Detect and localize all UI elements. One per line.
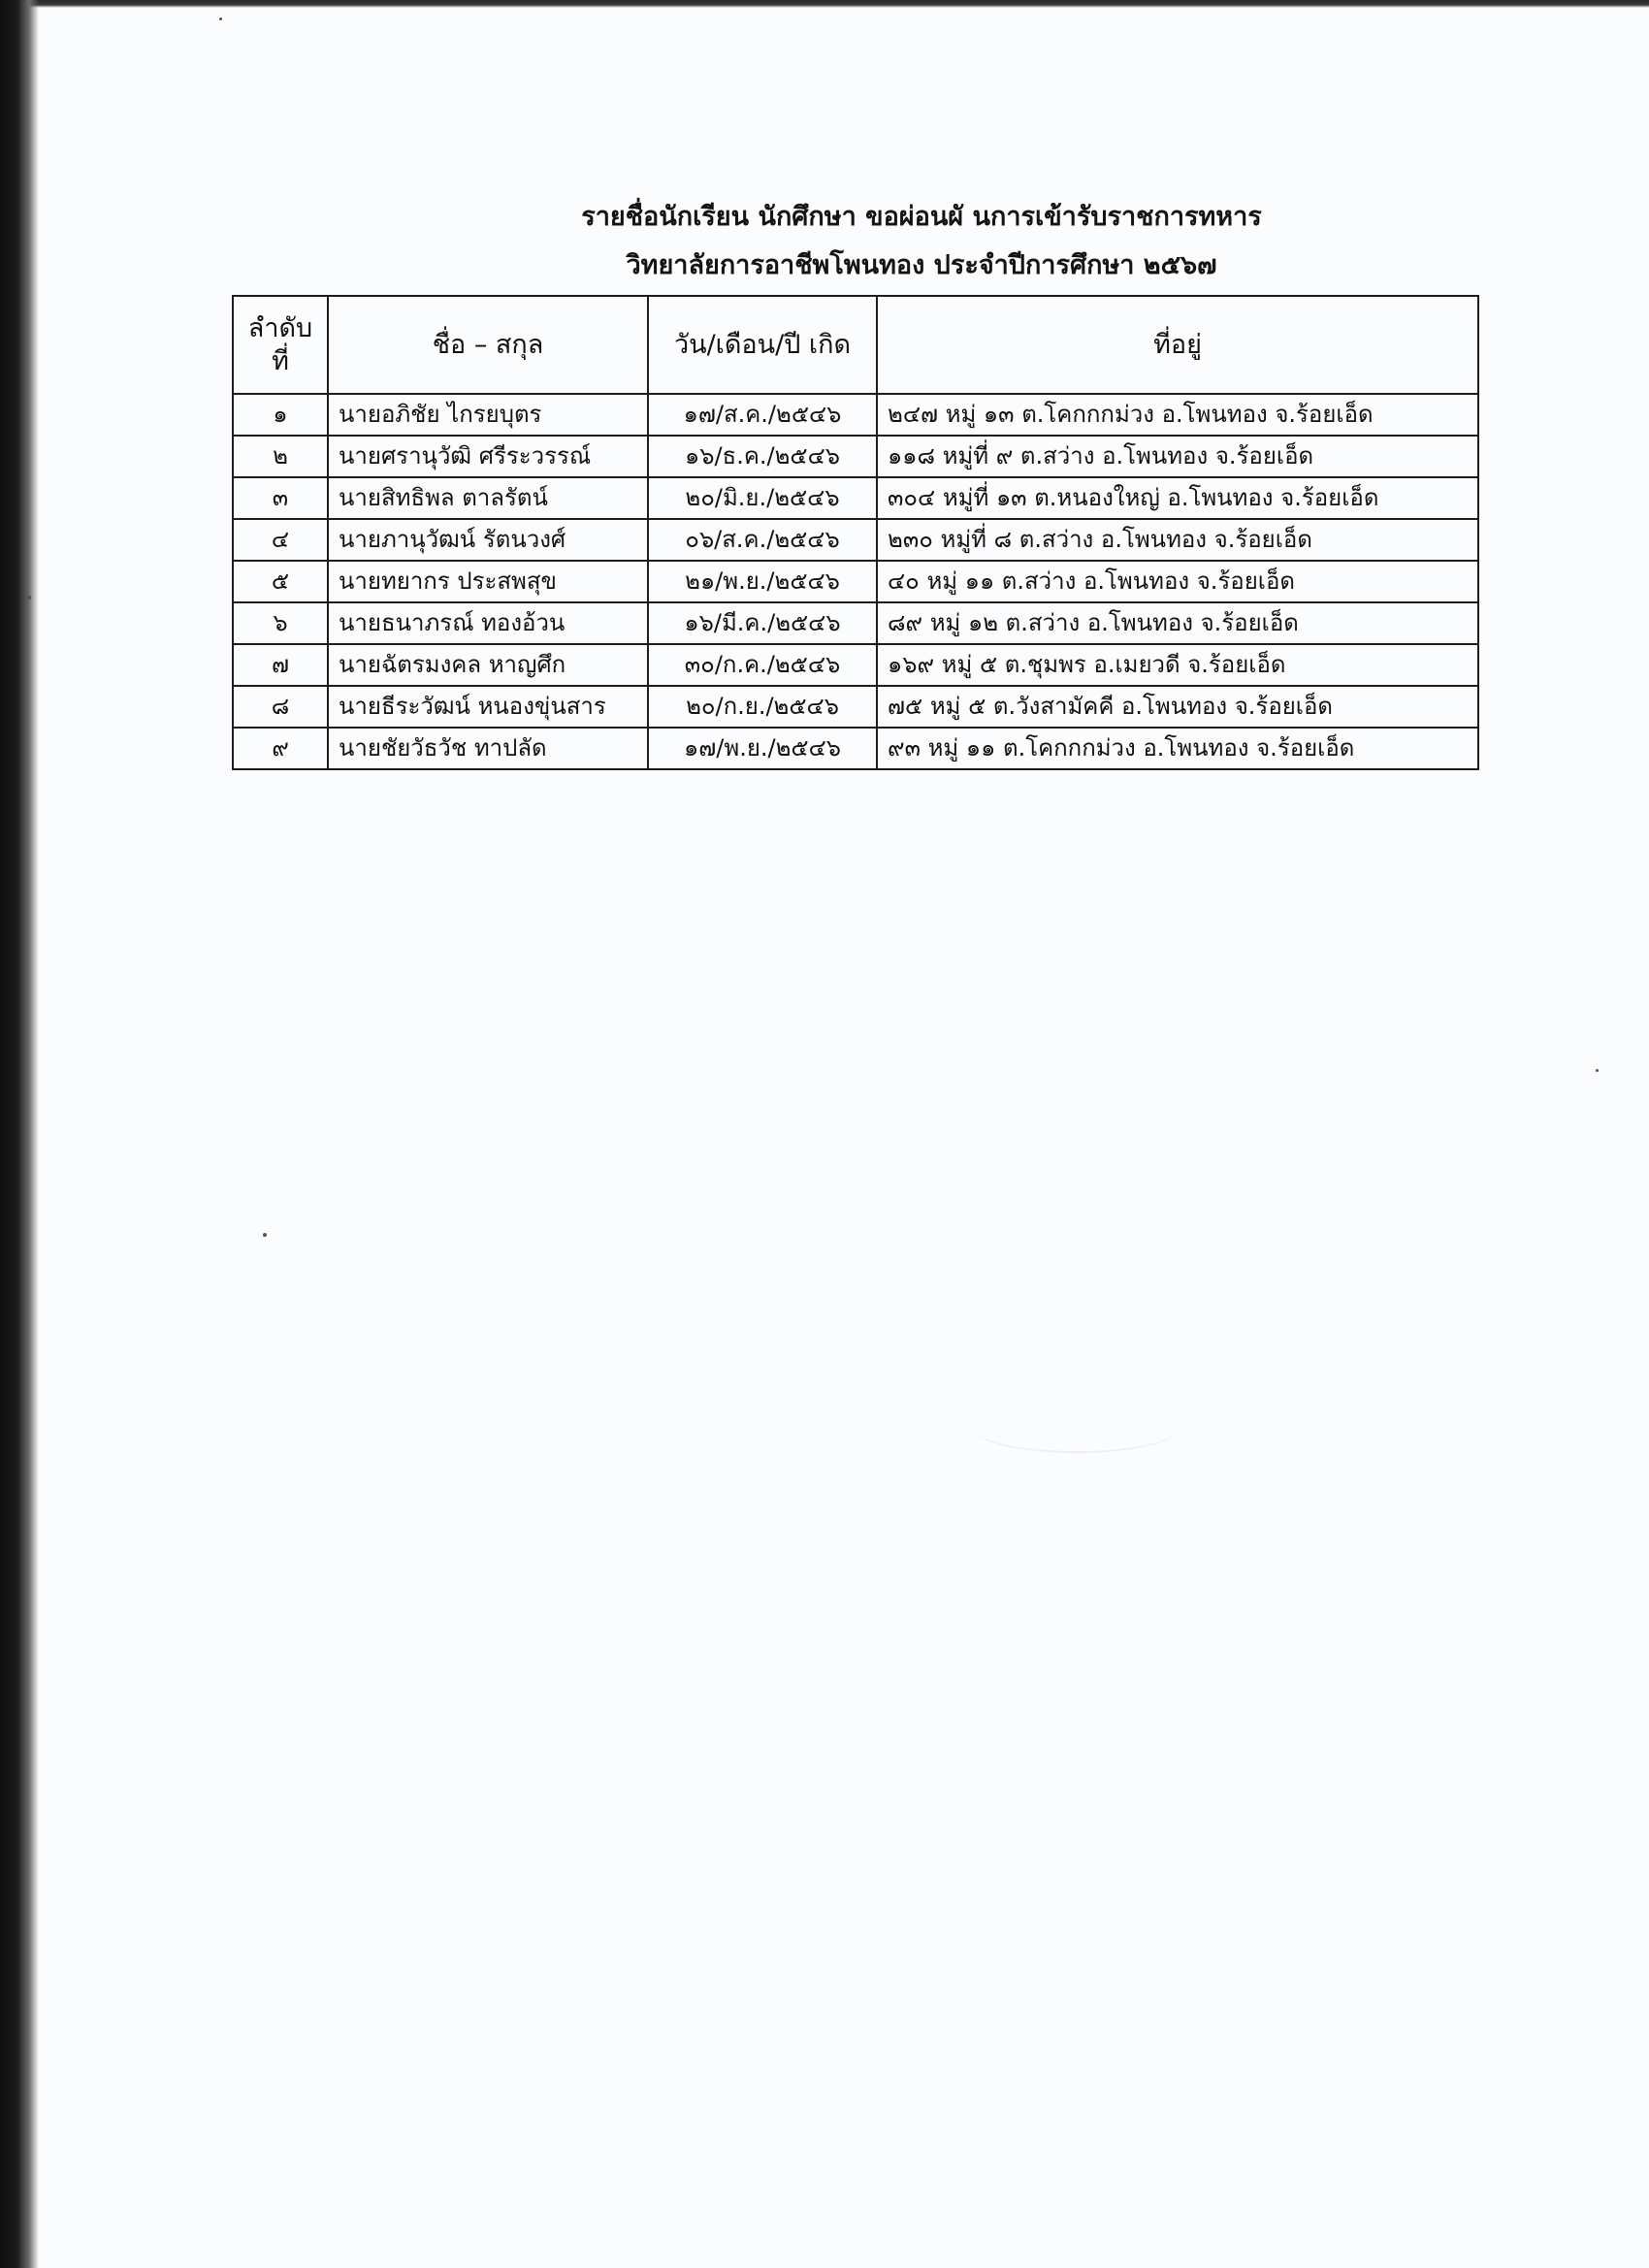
cell-order: ๒ (233, 436, 328, 477)
cell-address: ๘๙ หมู่ ๑๒ ต.สว่าง อ.โพนทอง จ.ร้อยเอ็ด (877, 602, 1478, 644)
cell-name: นายธนาภรณ์ ทองอ้วน (328, 602, 648, 644)
table-row (233, 519, 1478, 561)
cell-name: นายทยากร ประสพสุข (328, 561, 648, 602)
scan-speck (219, 17, 222, 20)
cell-name: นายสิทธิพล ตาลรัตน์ (328, 477, 648, 519)
document-title: รายชื่อนักเรียน นักศึกษา ขอผ่อนผั นการเข้ารับราชการทหาร (581, 202, 1262, 232)
table-row (233, 602, 1478, 644)
header-dob: วัน/เดือน/ปี เกิด (648, 296, 877, 394)
cell-address: ๔๐ หมู่ ๑๑ ต.สว่าง อ.โพนทอง จ.ร้อยเอ็ด (877, 561, 1478, 602)
cell-dob: ๑๗/ส.ค./๒๕๔๖ (648, 394, 877, 436)
student-roster-table (232, 295, 1479, 770)
document-subtitle: วิทยาลัยการอาชีพโพนทอง ประจำปีการศึกษา ๒๕๖๗ (626, 250, 1217, 280)
cell-name: นายศรานุวัฒิ ศรีระวรรณ์ (328, 436, 648, 477)
cell-name: นายชัยวัธวัช ทาปลัด (328, 728, 648, 769)
cell-address: ๒๔๗ หมู่ ๑๓ ต.โคกกกม่วง อ.โพนทอง จ.ร้อยเอ็ด (877, 394, 1478, 436)
cell-address: ๒๓๐ หมู่ที่ ๘ ต.สว่าง อ.โพนทอง จ.ร้อยเอ็ด (877, 519, 1478, 561)
table-row (233, 561, 1478, 602)
scan-speck (27, 596, 31, 599)
cell-name: นายอภิชัย ไกรยบุตร (328, 394, 648, 436)
cell-address: ๑๑๘ หมู่ที่ ๙ ต.สว่าง อ.โพนทอง จ.ร้อยเอ็ด (877, 436, 1478, 477)
cell-dob: ๒๐/ก.ย./๒๕๔๖ (648, 686, 877, 728)
cell-order: ๕ (233, 561, 328, 602)
table-row (233, 394, 1478, 436)
cell-dob: ๒๑/พ.ย./๒๕๔๖ (648, 561, 877, 602)
cell-name: นายภานุวัฒน์ รัตนวงศ์ (328, 519, 648, 561)
header-order-line2: ที่ (272, 345, 289, 376)
cell-dob: ๑๖/มี.ค./๒๕๔๖ (648, 602, 877, 644)
table-row (233, 477, 1478, 519)
cell-address: ๓๐๔ หมู่ที่ ๑๓ ต.หนองใหญ่ อ.โพนทอง จ.ร้อยเอ็ด (877, 477, 1478, 519)
cell-order: ๔ (233, 519, 328, 561)
header-order (233, 296, 328, 394)
scan-shadow-left (0, 0, 39, 2268)
cell-name: นายฉัตรมงคล หาญศึก (328, 644, 648, 686)
cell-order: ๗ (233, 644, 328, 686)
cell-dob: ๓๐/ก.ค./๒๕๔๖ (648, 644, 877, 686)
cell-dob: ๒๐/มิ.ย./๒๕๔๖ (648, 477, 877, 519)
cell-order: ๙ (233, 728, 328, 769)
header-address: ที่อยู่ (877, 296, 1478, 394)
cell-address: ๗๕ หมู่ ๕ ต.วังสามัคคี อ.โพนทอง จ.ร้อยเอ็ด (877, 686, 1478, 728)
cell-address: ๑๖๙ หมู่ ๕ ต.ชุมพร อ.เมยวดี จ.ร้อยเอ็ด (877, 644, 1478, 686)
faint-bleed-through-mark (975, 1403, 1179, 1453)
cell-dob: ๑๖/ธ.ค./๒๕๔๖ (648, 436, 877, 477)
scan-speck (1596, 1069, 1599, 1072)
cell-address: ๙๓ หมู่ ๑๑ ต.โคกกกม่วง อ.โพนทอง จ.ร้อยเอ็ด (877, 728, 1478, 769)
table-row (233, 728, 1478, 769)
header-name: ชื่อ – สกุล (328, 296, 648, 394)
cell-dob: ๑๗/พ.ย./๒๕๔๖ (648, 728, 877, 769)
cell-order: ๖ (233, 602, 328, 644)
cell-name: นายธีระวัฒน์ หนองขุ่นสาร (328, 686, 648, 728)
table-row (233, 644, 1478, 686)
cell-dob: ๐๖/ส.ค./๒๕๔๖ (648, 519, 877, 561)
table-row (233, 436, 1478, 477)
cell-order: ๘ (233, 686, 328, 728)
table-header-row (233, 296, 1478, 394)
cell-order: ๓ (233, 477, 328, 519)
scan-speck (263, 1233, 267, 1237)
scan-shadow-top (0, 0, 1649, 8)
cell-order: ๑ (233, 394, 328, 436)
header-order-line1: ลำดับ (247, 312, 313, 343)
paper-sheet (39, 8, 1649, 2268)
table-row (233, 686, 1478, 728)
